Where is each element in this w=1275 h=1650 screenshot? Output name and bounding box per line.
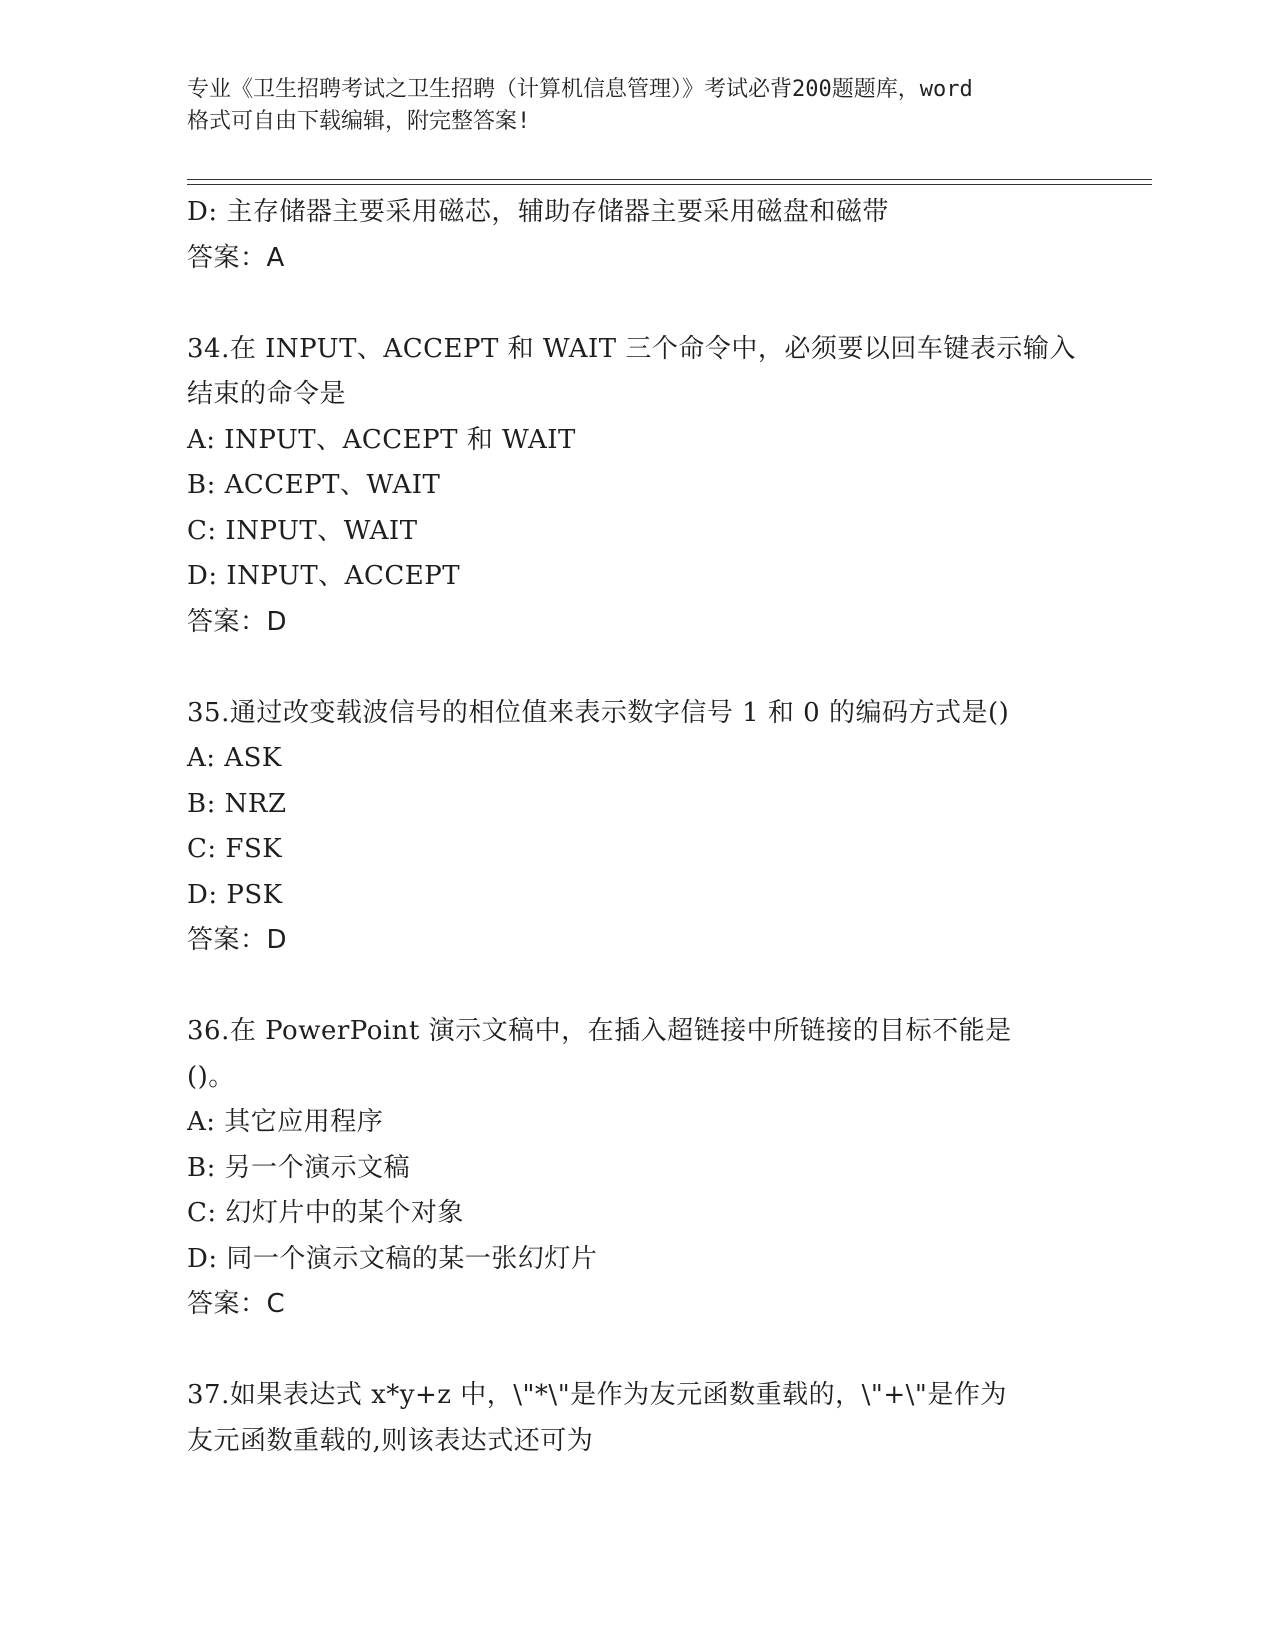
question-stem-line: 37.如果表达式 x*y+z 中，\"*\"是作为友元函数重载的，\"+\"是作为	[187, 1380, 1007, 1410]
question-stem-line: 友元函数重载的,则该表达式还可为	[187, 1425, 594, 1456]
option-d: D: INPUT、ACCEPT	[187, 561, 461, 591]
question-34	[187, 327, 1087, 646]
previous-question-tail	[187, 190, 1087, 281]
header-line-1: 专业《卫生招聘考试之卫生招聘（计算机信息管理）》考试必背200题题库，word	[187, 77, 973, 102]
option-c: C: FSK	[187, 834, 283, 864]
question-stem-line: 结束的命令是	[187, 379, 347, 409]
option-b: B: ACCEPT、WAIT	[187, 470, 441, 500]
question-list	[187, 190, 1087, 1464]
spacer	[187, 1328, 1087, 1374]
answer-line: 答案：D	[187, 606, 288, 637]
option-a: A: 其它应用程序	[187, 1107, 384, 1137]
option-d: D: 同一个演示文稿的某一张幻灯片	[187, 1243, 598, 1274]
option-a: A: ASK	[187, 743, 282, 773]
question-stem-line: ()。	[187, 1061, 235, 1092]
option-d: D: 主存储器主要采用磁芯，辅助存储器主要采用磁盘和磁带	[187, 197, 889, 227]
question-35	[187, 691, 1087, 964]
answer-line: 答案：C	[187, 1289, 286, 1319]
answer-line: 答案：A	[187, 242, 285, 273]
header-divider-top	[187, 179, 1152, 180]
question-37	[187, 1373, 1087, 1464]
option-a: A: INPUT、ACCEPT 和 WAIT	[187, 424, 576, 455]
question-36	[187, 1009, 1087, 1328]
spacer	[187, 281, 1087, 327]
option-b: B: 另一个演示文稿	[187, 1152, 411, 1183]
spacer	[187, 645, 1087, 691]
question-stem-line: 35.通过改变载波信号的相位值来表示数字信号 1 和 0 的编码方式是()	[187, 697, 1010, 728]
option-d: D: PSK	[187, 879, 283, 910]
option-c: C: 幻灯片中的某个对象	[187, 1198, 464, 1228]
header-line-2: 格式可自由下载编辑，附完整答案!	[187, 109, 531, 134]
header-divider-bottom	[187, 184, 1152, 185]
option-c: C: INPUT、WAIT	[187, 515, 418, 546]
document-header	[187, 74, 1087, 138]
spacer	[187, 964, 1087, 1010]
question-stem-line: 36.在 PowerPoint 演示文稿中，在插入超链接中所链接的目标不能是	[187, 1016, 1012, 1046]
answer-line: 答案：D	[187, 925, 288, 955]
option-b: B: NRZ	[187, 788, 287, 819]
question-stem-line: 34.在 INPUT、ACCEPT 和 WAIT 三个命令中，必须要以回车键表示输入	[187, 333, 1076, 364]
